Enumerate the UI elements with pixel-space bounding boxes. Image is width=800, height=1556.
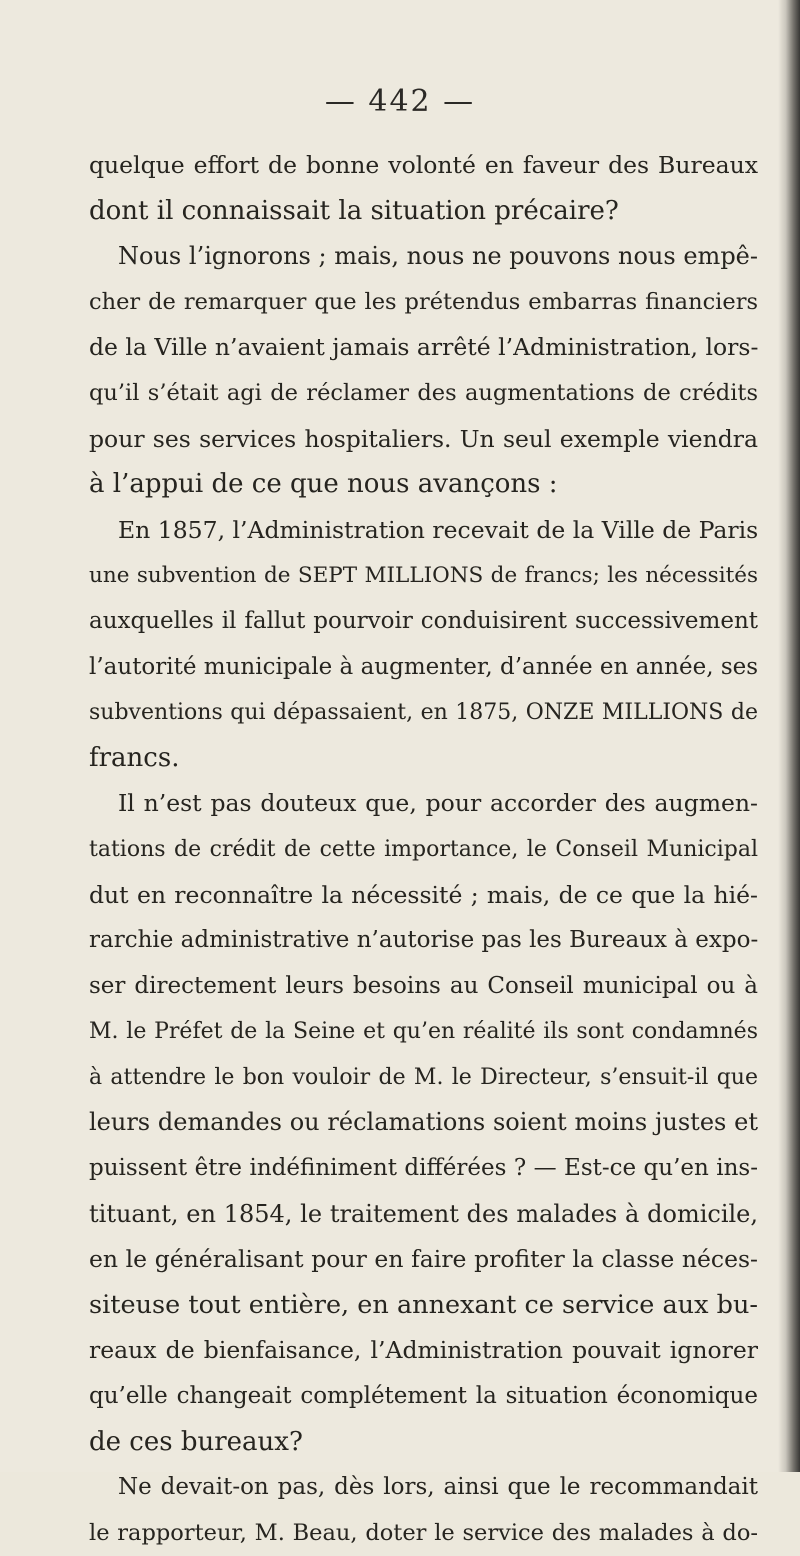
text-line: qu’il s’était agi de réclamer des augmentations de crédits <box>89 379 758 406</box>
text-line: ser directement leurs besoins au Conseil municipal ou à <box>89 972 758 999</box>
text-line: Il n’est pas douteux que, pour accorder des augmen- <box>118 789 758 818</box>
text-line: M. le Préfet de la Seine et qu’en réalité ils sont condamnés <box>89 1019 758 1045</box>
text-line: cher de remarquer que les prétendus embarras financiers <box>89 288 758 315</box>
text-line: l’autorité municipale à augmenter, d’année en année, ses <box>89 653 759 680</box>
text-line: subventions qui dépassaient, en 1875, ONZE MILLIONS de <box>89 700 758 726</box>
text-line: à attendre le bon vouloir de M. le Directeur, s’ensuit-il que <box>89 1064 758 1090</box>
text-line: le rapporteur, M. Beau, doter le service des malades à do- <box>89 1519 758 1546</box>
text-line: En 1857, l’Administration recevait de la Ville de Paris <box>118 515 759 544</box>
text-line: à l’appui de ce que nous avançons : <box>89 469 558 500</box>
page-number: — 442 — <box>324 84 476 119</box>
text-line: rarchie administrative n’autorise pas les Bureaux à expo- <box>89 927 759 954</box>
body-text <box>89 143 758 1556</box>
text-line: tituant, en 1854, le traitement des malades à domicile, <box>89 1199 758 1228</box>
text-line: une subvention de SEPT MILLIONS de francs; les nécessités <box>89 563 758 589</box>
text-line: reaux de bienfaisance, l’Administration pouvait ignorer <box>89 1336 758 1365</box>
text-line: dont il connaissait la situation précaire? <box>89 195 619 226</box>
text-line: de la Ville n’avaient jamais arrêté l’Administration, lors- <box>89 333 759 362</box>
text-line: siteuse tout entière, en annexant ce service aux bu- <box>89 1289 758 1320</box>
text-line: pour ses services hospitaliers. Un seul exemple viendra <box>89 424 758 453</box>
book-binding-shadow <box>778 0 800 1472</box>
text-line: qu’elle changeait complétement la situation économique <box>89 1383 758 1410</box>
text-line: en le généralisant pour en faire profiter la classe néces- <box>89 1245 758 1274</box>
text-line: quelque effort de bonne volonté en faveur des Bureaux <box>89 151 758 179</box>
text-line: tations de crédit de cette importance, le Conseil Municipal <box>89 836 758 862</box>
text-line: leurs demandes ou réclamations soient moins justes et <box>89 1108 758 1137</box>
text-line: puissent être indéfiniment différées ? — Est-ce qu’en ins- <box>89 1155 758 1182</box>
text-line: auxquelles il fallut pourvoir conduisirent successivement <box>89 607 758 634</box>
text-line: francs. <box>89 742 180 773</box>
text-line: dut en reconnaître la nécessité ; mais, de ce que la hié- <box>89 880 758 909</box>
text-line: Ne devait-on pas, dès lors, ainsi que le recommandait <box>118 1474 758 1501</box>
text-line: de ces bureaux? <box>89 1426 303 1457</box>
text-line: Nous l’ignorons ; mais, nous ne pouvons nous empê- <box>118 242 758 271</box>
